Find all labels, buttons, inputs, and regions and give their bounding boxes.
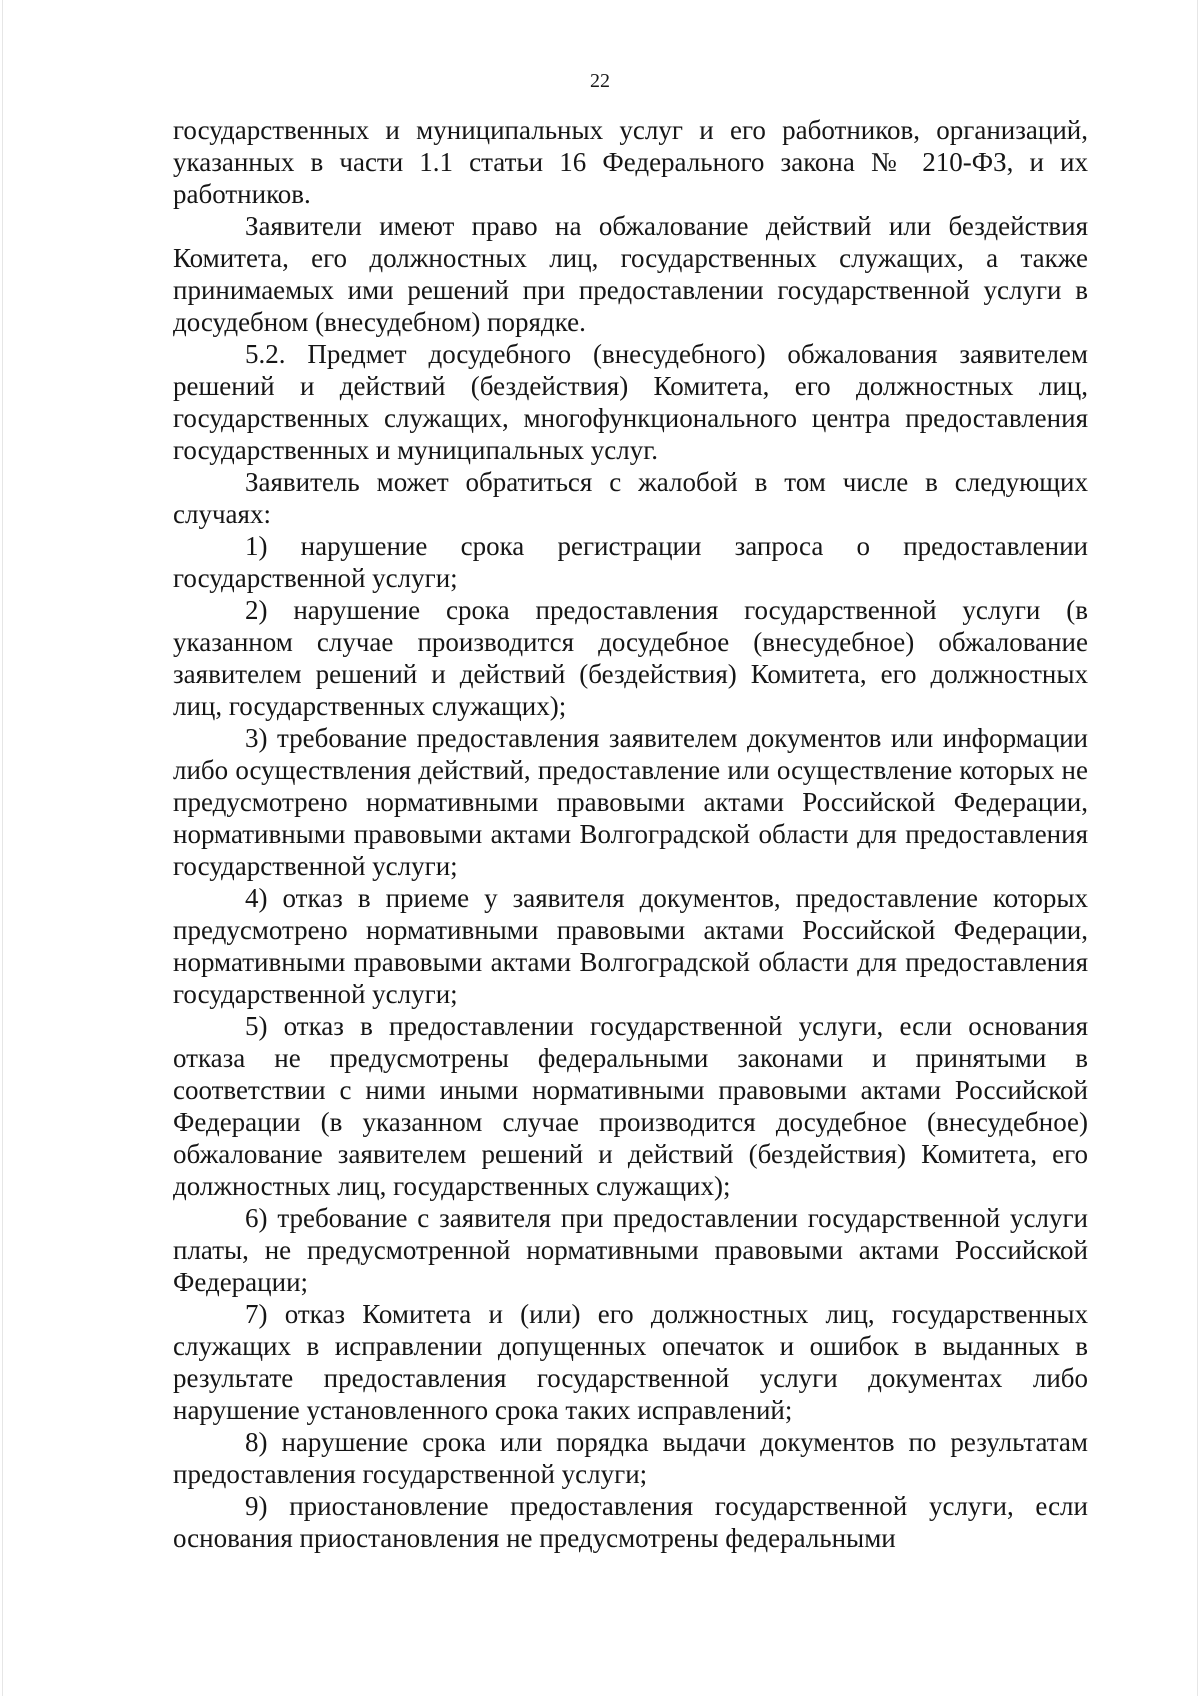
list-item-3: 3) требование предоставления заявителем документов или информации либо осуществления действий, предоставление или осуществление которых не предусмотрено нормативными правовыми актами Российской Федерации, нормативными правовыми актами Волгоградской области для предоставления государственной услуги; — [173, 723, 1088, 881]
scan-edge-left — [2, 0, 3, 1696]
list-item-6: 6) требование с заявителя при предоставлении государственной услуги платы, не предусмотренной нормативными правовыми актами Российской Федерации; — [173, 1203, 1088, 1297]
list-item-4: 4) отказ в приеме у заявителя документов, предоставление которых предусмотрено нормативными правовыми актами Российской Федерации, нормативными правовыми актами Волгоградской области для предоставления государственной услуги; — [173, 883, 1088, 1009]
list-item-8: 8) нарушение срока или порядка выдачи документов по результатам предоставления государственной услуги; — [173, 1427, 1088, 1489]
list-item-7: 7) отказ Комитета и (или) его должностных лиц, государственных служащих в исправлении допущенных опечаток и ошибок в выданных в результате предоставления государственной услуги документах либо нарушение установленного срока таких исправлений; — [173, 1299, 1088, 1425]
document-body — [173, 114, 1088, 1554]
list-item-9: 9) приостановление предоставления государственной услуги, если основания приостановления не предусмотрены федеральными — [173, 1491, 1088, 1553]
list-item-2: 2) нарушение срока предоставления государственной услуги (в указанном случае производится досудебное (внесудебное) обжалование заявителем решений и действий (бездействия) Комитета, его должностных лиц, государственных служащих); — [173, 595, 1088, 721]
scan-edge-right — [1197, 0, 1198, 1696]
paragraph-section-5-2: 5.2. Предмет досудебного (внесудебного) обжалования заявителем решений и действий (бездействия) Комитета, его должностных лиц, государственных служащих, многофункционального центра предоставления государственных и муниципальных услуг. — [173, 339, 1088, 465]
page-number: 22 — [590, 70, 610, 92]
list-item-1: 1) нарушение срока регистрации запроса о предоставлении государственной услуги; — [173, 531, 1088, 593]
paragraph-continuation: государственных и муниципальных услуг и его работников, организаций, указанных в части 1.1 статьи 16 Федерального закона № 210-ФЗ, и их работников. — [173, 115, 1088, 209]
paragraph-complaint-cases-intro: Заявитель может обратиться с жалобой в том числе в следующих случаях: — [173, 467, 1088, 529]
paragraph-right-to-appeal: Заявители имеют право на обжалование действий или бездействия Комитета, его должностных лиц, государственных служащих, а также принимаемых ими решений при предоставлении государственной услуги в досудебном (внесудебном) порядке. — [173, 211, 1088, 337]
list-item-5: 5) отказ в предоставлении государственной услуги, если основания отказа не предусмотрены федеральными законами и принятыми в соответствии с ними иными нормативными правовыми актами Российской Федерации (в указанном случае производится досудебное (внесудебное) обжалование заявителем решений и действий (бездействия) Комитета, его должностных лиц, государственных служащих); — [173, 1011, 1088, 1201]
